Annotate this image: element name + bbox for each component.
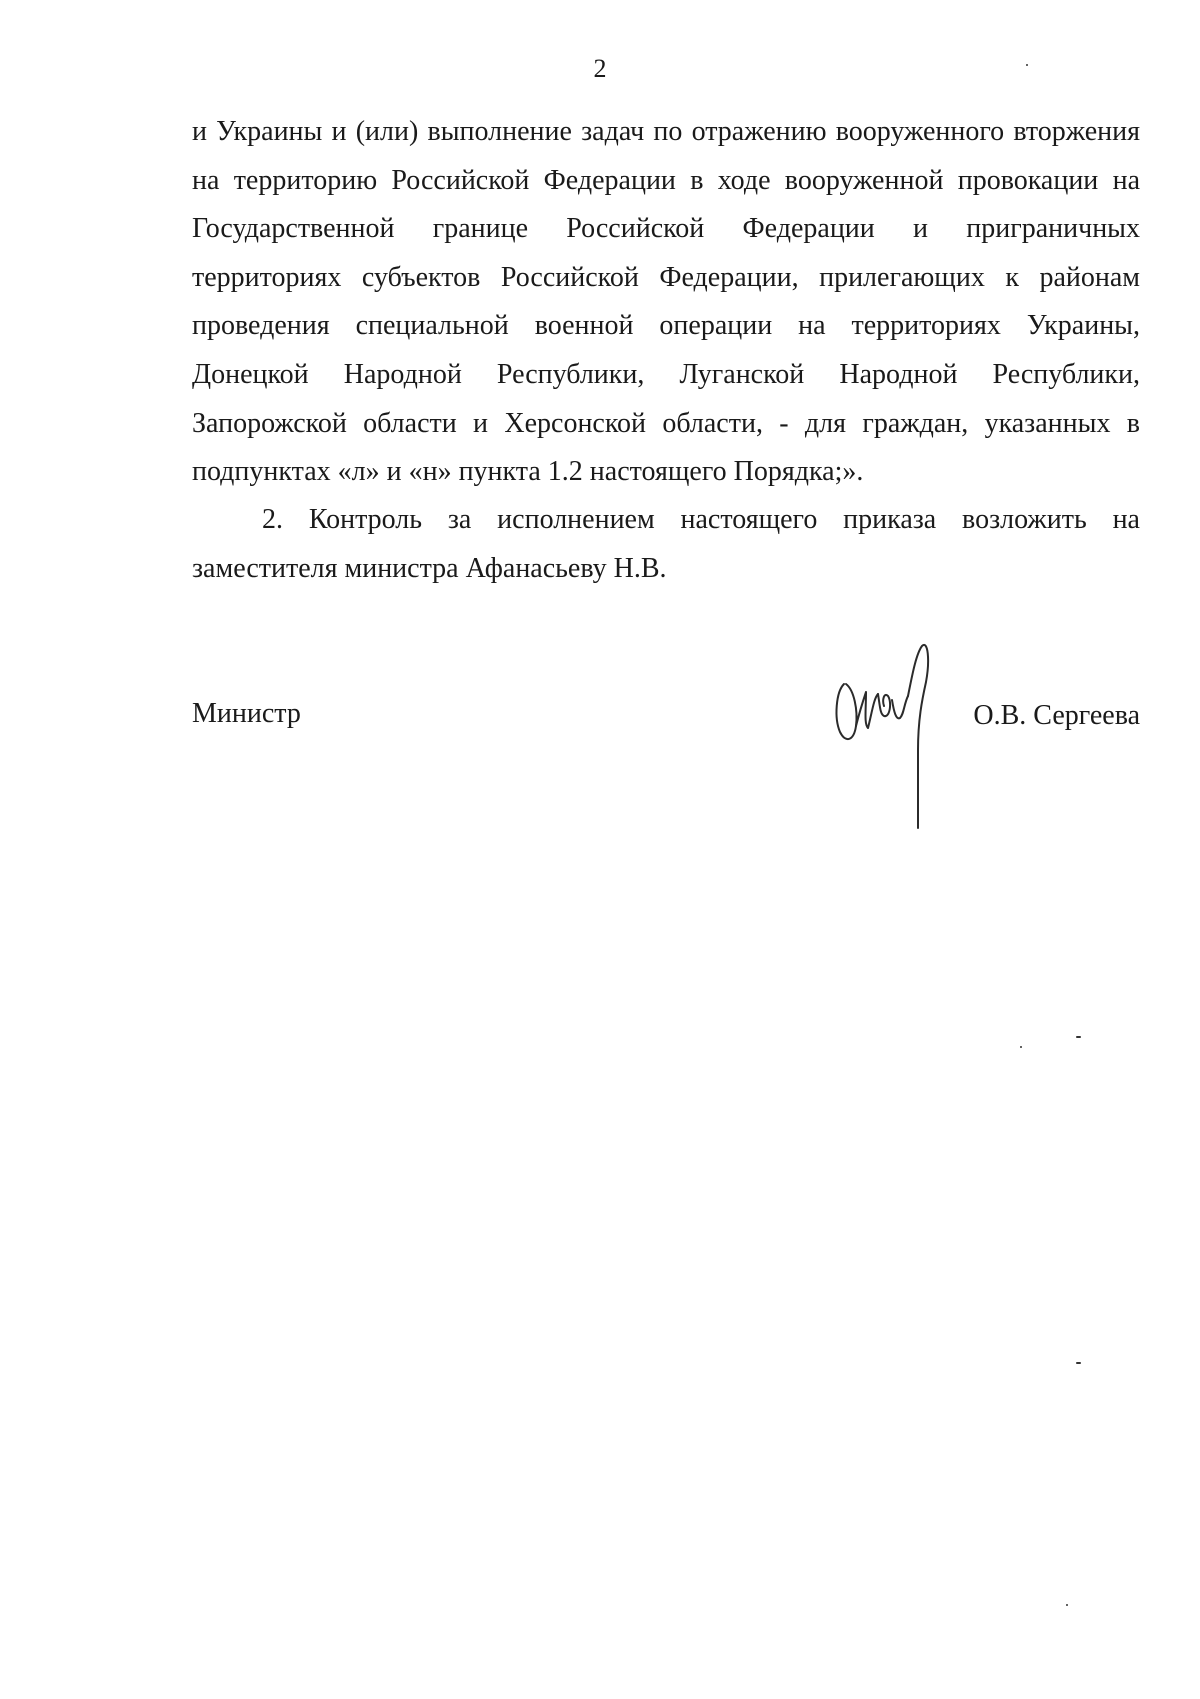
signature-block bbox=[192, 640, 1140, 840]
scan-speck bbox=[1066, 1604, 1068, 1606]
body-paragraph-2: 2. Контроль за исполнением настоящего приказа возложить на заместителя министра Афанасьеву Н.В. bbox=[192, 504, 1140, 584]
handwritten-signature-icon bbox=[830, 640, 940, 830]
scan-speck bbox=[1076, 1036, 1081, 1038]
scan-speck bbox=[1076, 1362, 1081, 1364]
scan-speck bbox=[1026, 64, 1028, 66]
body-paragraph-1: и Украины и (или) выполнение задач по отражению вооруженного вторжения на территорию Российской Федерации в ходе вооруженной провокации на Государственной границе Российской Федерации и приграничных территориях субъектов Российской Федерации, прилегающих к районам проведения специальной военной операции на территориях Украины, Донецкой Народной Республики, Луганской Народной Республики, Запорожской области и Херсонской области, - для граждан, указанных в подпунктах «л» и «н» пункта 1.2 настоящего Порядка;». bbox=[192, 116, 1140, 488]
scan-speck bbox=[1020, 1046, 1022, 1048]
signer-name: О.В. Сергеева bbox=[973, 700, 1140, 731]
page-number: 2 bbox=[593, 54, 607, 83]
signer-position: Министр bbox=[192, 698, 301, 729]
